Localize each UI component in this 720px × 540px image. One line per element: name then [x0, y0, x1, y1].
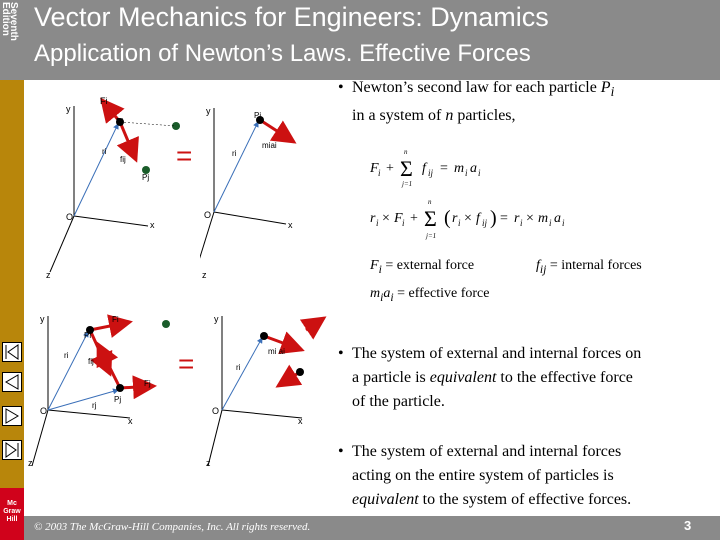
equation-3 [370, 258, 474, 276]
logo-line-1: Mc [7, 500, 17, 507]
fig1-Fi-label: Fi [100, 96, 108, 106]
svg-text:i: i [376, 218, 379, 228]
fig3-origin-label: O [40, 406, 48, 416]
svg-text:n: n [428, 198, 432, 206]
fig3-Fi-label: Fi [112, 315, 119, 324]
bullet-2-line-3: of the particle. [352, 393, 445, 410]
figure-effective-force [200, 90, 320, 280]
bullet-3-line-1: The system of external and internal forces [352, 443, 622, 460]
equations-block [360, 140, 680, 310]
svg-text:m: m [538, 211, 549, 226]
equals-sign-bottom: = [178, 348, 195, 379]
skip-back-icon [3, 343, 21, 361]
svg-text:i: i [549, 218, 552, 228]
svg-text:ij: ij [482, 218, 488, 228]
fig3-Pj-label: Pj [114, 395, 122, 404]
bullet-1-line-2 [352, 104, 712, 128]
bullet-system-equivalence [338, 440, 716, 512]
svg-text:Σ: Σ [400, 156, 413, 181]
svg-text:i: i [465, 168, 468, 178]
fig2-miai-label: miai [262, 141, 277, 150]
eq3b-sub-ij: ij [539, 262, 547, 276]
eq3b-symbol-f: f [536, 258, 540, 273]
fig3-Pi-label: Pi [84, 331, 92, 340]
eq4-sub-i: i [380, 290, 384, 304]
fig2-Pi-label: Pi [254, 111, 262, 120]
logo-line-3: Hill [6, 516, 18, 523]
bullet-3-line-2: acting on the entire system of particles is [352, 467, 614, 484]
fig3-x-label: x [128, 416, 133, 426]
svg-text:×: × [464, 211, 472, 226]
equation-4 [370, 286, 489, 304]
fig1-y-label: y [66, 104, 71, 114]
bullet-2-line-2 [352, 366, 716, 390]
mcgraw-hill-logo [0, 488, 24, 540]
eq3-left-text: = external force [385, 258, 475, 273]
edition-line-1: Seventh [8, 2, 19, 41]
bullet-dot: • [338, 345, 344, 362]
page-subtitle: Application of Newton’s Laws. Effective Forces [34, 40, 531, 67]
eq3-sub-i: i [378, 262, 382, 276]
fig3-z-label: z [28, 458, 33, 468]
bullet-2-line-1: The system of external and internal forces on [352, 345, 642, 362]
equation-3b [536, 258, 642, 276]
fig1-ri-label: ri [102, 147, 107, 156]
fig4-origin-label: O [212, 406, 220, 416]
fig4-y-label: y [214, 314, 219, 324]
svg-text:a: a [470, 161, 477, 176]
bullet-newton-law [338, 76, 712, 128]
fig1-fij-label: fij [120, 155, 126, 164]
svg-text:r: r [370, 211, 376, 226]
eq3-symbol-F: F [370, 258, 379, 273]
fig1-Pj-label: Pj [142, 173, 150, 182]
triangle-left-icon [3, 373, 21, 391]
figure-two-particles [26, 310, 196, 470]
edition-line-2: Edition [0, 2, 11, 36]
fig3-y-label: y [40, 314, 45, 324]
fig1-z-label: z [46, 270, 51, 280]
nav-last-button[interactable] [2, 440, 22, 460]
svg-text:+: + [386, 161, 394, 176]
svg-text:i: i [402, 218, 405, 228]
eq3-right-text: = internal forces [549, 258, 642, 273]
bullet-particle-equivalence [338, 342, 716, 414]
svg-text:j=1: j=1 [426, 232, 437, 240]
figure-effective-forces-system [206, 310, 336, 470]
fig2-origin-label: O [204, 210, 212, 220]
fig2-y-label: y [206, 106, 211, 116]
fig4-x-label: x [298, 416, 303, 426]
svg-text:F: F [370, 161, 379, 176]
bullet-1-text-c: particles, [453, 107, 516, 125]
bullet-2-text-a: a particle is [352, 369, 430, 386]
equation-1 [368, 140, 528, 188]
bullet-1-var-p: P [600, 79, 611, 96]
bullet-2-text-b: to the effective force [496, 369, 633, 386]
svg-text:a: a [554, 211, 561, 226]
svg-text:r: r [452, 211, 458, 226]
bullet-1-sub-i: i [610, 84, 615, 100]
edition-label [0, 0, 24, 80]
figure-particle-system [40, 82, 200, 282]
svg-text:Σ: Σ [424, 206, 437, 231]
svg-text:+: + [410, 211, 418, 226]
nav-prev-button[interactable] [2, 372, 22, 392]
bullet-2-em: equivalent [429, 369, 497, 386]
svg-text:i: i [378, 168, 381, 178]
svg-text:F: F [394, 211, 403, 226]
svg-text:n: n [404, 148, 408, 156]
fig2-z-label: z [202, 270, 207, 280]
fig1-origin-label: O [66, 212, 74, 222]
logo-line-2: Graw [3, 508, 21, 515]
nav-next-button[interactable] [2, 406, 22, 426]
fig3-ri-label: ri [64, 351, 69, 360]
svg-text:i: i [562, 218, 565, 228]
bullet-1-text-a: Newton’s second law for each particle [352, 79, 601, 96]
svg-text:×: × [526, 211, 534, 226]
svg-text:f: f [476, 211, 480, 226]
fig2-ri-label: ri [232, 149, 237, 158]
svg-text:i: i [458, 218, 461, 228]
fig3-rj-label: rj [92, 401, 97, 410]
svg-text:=: = [440, 161, 448, 176]
bullet-dot: • [338, 79, 344, 96]
svg-text:=: = [500, 211, 508, 226]
fig1-Pi-label: Pi [116, 117, 124, 126]
fig2-x-label: x [288, 220, 293, 230]
svg-text:m: m [454, 161, 465, 176]
svg-text:j=1: j=1 [402, 180, 413, 188]
fig4-ri-label: ri [236, 363, 241, 372]
eq4-text: = effective force [397, 286, 490, 301]
page-number: 3 [684, 518, 692, 533]
svg-text:(: ( [444, 207, 451, 229]
svg-text:i: i [478, 168, 481, 178]
bullet-3-line-3 [352, 488, 716, 512]
svg-text:ij: ij [428, 168, 434, 178]
bullet-1-var-n: n [445, 107, 454, 125]
fig4-miai-label: mi ai [268, 347, 285, 356]
eq4-symbol-a: a [383, 286, 391, 301]
fig4-z-label: z [206, 458, 211, 468]
page-title: Vector Mechanics for Engineers: Dynamics [34, 2, 549, 32]
bullet-1-text-b: in a system of [352, 107, 446, 125]
svg-text:): ) [490, 207, 497, 229]
bullet-dot: • [338, 443, 344, 460]
svg-text:f: f [422, 161, 426, 176]
eq4-symbol-m: m [370, 286, 381, 301]
bullet-3-em: equivalent [352, 491, 419, 508]
svg-text:i: i [520, 218, 523, 228]
svg-text:×: × [382, 211, 390, 226]
svg-text:r: r [514, 211, 520, 226]
bullet-3-text: to the system of effective forces. [418, 491, 632, 508]
fig3-fij-label: fij [88, 357, 94, 366]
equation-2 [368, 192, 588, 244]
fig3-Fj-label: Fj [144, 379, 151, 388]
skip-forward-icon [3, 441, 21, 459]
bullet-1-line-1 [352, 76, 712, 104]
equals-sign-top: = [176, 140, 193, 171]
fig1-x-label: x [150, 220, 155, 230]
copyright-text: © 2003 The McGraw-Hill Companies, Inc. All rights reserved. [34, 521, 311, 533]
triangle-right-icon [3, 407, 21, 425]
eq4-sub-i2: i [390, 290, 394, 304]
nav-first-button[interactable] [2, 342, 22, 362]
